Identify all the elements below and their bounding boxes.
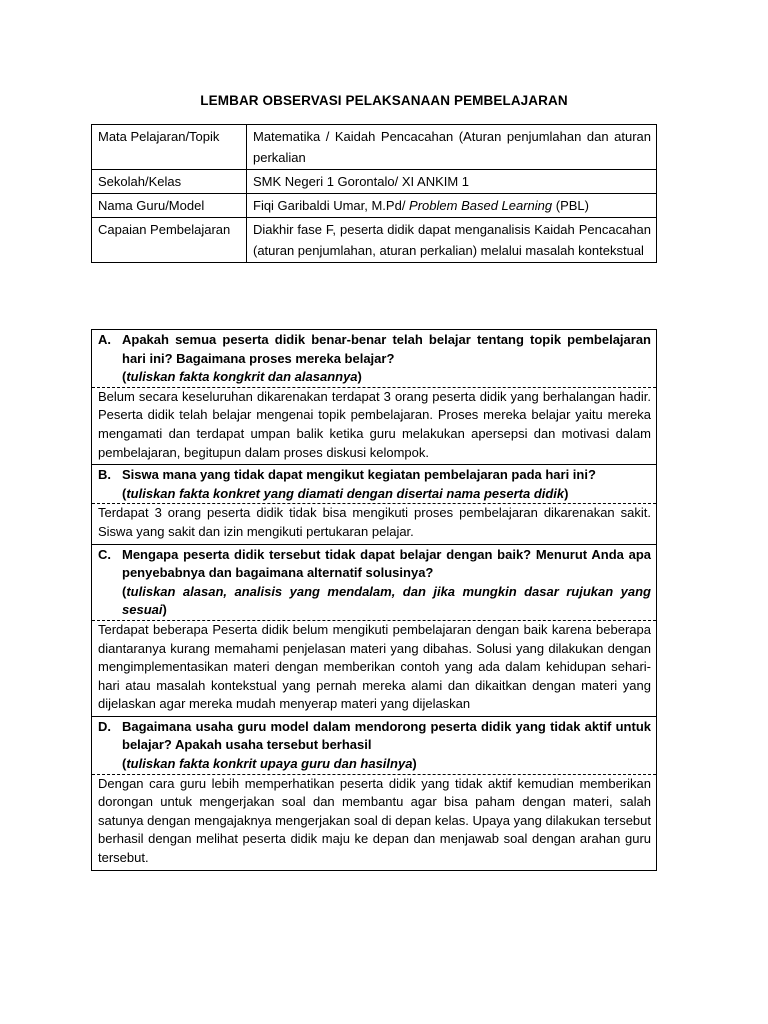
- question-b: [98, 466, 651, 503]
- answer-row-c: [92, 620, 657, 716]
- info-row-teacher: [92, 194, 657, 218]
- teacher-name: Fiqi Garibaldi Umar, M.Pd/: [253, 198, 410, 213]
- question-hint: (tuliskan fakta konkret yang diamati dengan disertai nama peserta didik): [122, 485, 569, 501]
- info-table: [91, 124, 657, 263]
- question-text: Siswa mana yang tidak dapat mengikut kegiatan pembelajaran pada hari ini?: [122, 467, 596, 483]
- question-row-d: [92, 716, 657, 774]
- learning-model: Problem Based Learning: [409, 198, 553, 213]
- question-text: Mengapa peserta didik tersebut tidak dapat belajar dengan baik? Menurut Anda apa penyebabnya dan bagaimana alternatif solusinya?: [122, 546, 651, 581]
- question-letter: A.: [98, 332, 111, 347]
- answer-text: Terdapat beberapa Peserta didik belum mengikuti pembelajaran dengan baik karena beberapa diantaranya kurang memahami penjelasan materi yang dibahas. Solusi yang dilakukan dengan mengimplementasikan materi dengan memberikan contoh yang ada dalam kehidupan sehari-hari atau masalah kontekstual yang pernah mereka alami dan dikaitkan dengan materi yang dijelaskan agar mereka mudah menyerap materi yang dijelaskan: [92, 620, 657, 716]
- info-value: Matematika / Kaidah Pencacahan (Aturan penjumlahan dan aturan perkalian: [247, 125, 657, 170]
- learning-model-abbr: (PBL): [552, 198, 589, 213]
- info-row-school: [92, 170, 657, 194]
- answer-row-d: [92, 774, 657, 870]
- info-value: SMK Negeri 1 Gorontalo/ XI ANKIM 1: [247, 170, 657, 194]
- info-value: Diakhir fase F, peserta didik dapat menganalisis Kaidah Pencacahan (aturan penjumlahan, aturan perkalian) melalui masalah kontekstual: [247, 218, 657, 263]
- answer-row-a: [92, 387, 657, 464]
- document-title: LEMBAR OBSERVASI PELAKSANAAN PEMBELAJARAN: [200, 93, 568, 108]
- question-text: Bagaimana usaha guru model dalam mendorong peserta didik yang tidak aktif untuk belajar? Apakah usaha tersebut berhasil: [122, 718, 651, 753]
- info-label: Mata Pelajaran/Topik: [92, 125, 247, 170]
- question-a: [98, 331, 651, 387]
- info-row-subject: [92, 125, 657, 170]
- question-letter: D.: [98, 718, 111, 734]
- info-label: Capaian Pembelajaran: [92, 218, 247, 263]
- observation-table: [91, 329, 657, 871]
- question-row-c: [92, 544, 657, 620]
- question-row-b: [92, 465, 657, 504]
- question-hint: (tuliskan fakta konkrit upaya guru dan hasilnya): [122, 756, 417, 772]
- question-d: [98, 718, 651, 774]
- answer-text: Belum secara keseluruhan dikarenakan terdapat 3 orang peserta didik yang berhalangan hadir. Peserta didik telah belajar mengenai topik pembelajaran. Proses mereka belajar yaitu mereka mengamati dan terdapat umpan balik ketika guru melakukan apersepsi dan motivasi dalam pembelajaran, begitupun dalam proses diskusi kelompok.: [92, 387, 657, 464]
- answer-text: Dengan cara guru lebih memperhatikan peserta didik yang tidak aktif kemudian memberikan dorongan untuk mengerjakan soal dan membantu agar bisa paham dengan materi, salah satunya dengan mengajaknya mengerjakan soal di depan kelas. Upaya yang dilakukan tersebut berhasil dengan melihat peserta didik maju ke depan dan menjawab soal dengan arahan guru tersebut.: [92, 774, 657, 870]
- question-hint: (tuliskan alasan, analisis yang mendalam, dan jika mungkin dasar rujukan yang sesuai): [122, 583, 651, 618]
- answer-row-b: [92, 504, 657, 544]
- question-text: Apakah semua peserta didik benar-benar telah belajar tentang topik pembelajaran hari ini? Bagaimana proses mereka belajar?: [122, 332, 651, 366]
- info-row-outcome: [92, 218, 657, 263]
- question-hint: (tuliskan fakta kongkrit dan alasannya): [122, 369, 362, 385]
- info-value: [247, 194, 657, 218]
- answer-text: Terdapat 3 orang peserta didik tidak bisa mengikuti proses pembelajaran dikarenakan sakit. Siswa yang sakit dan izin mengikuti pertukaran pelajar.: [92, 504, 657, 544]
- question-c: [98, 546, 651, 620]
- question-letter: C.: [98, 546, 111, 562]
- info-label: Nama Guru/Model: [92, 194, 247, 218]
- info-label: Sekolah/Kelas: [92, 170, 247, 194]
- question-row-a: [92, 330, 657, 388]
- question-letter: B.: [98, 467, 111, 483]
